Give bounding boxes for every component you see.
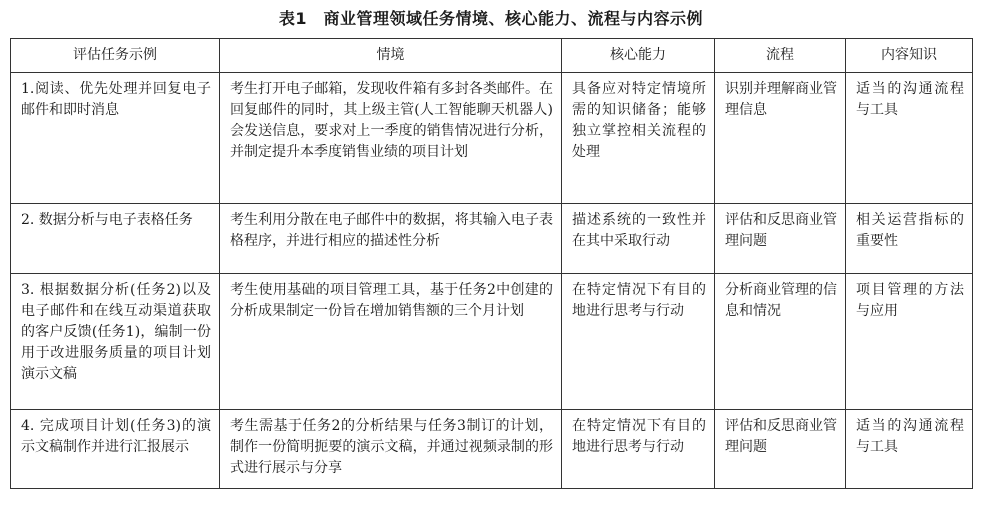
cell-situation: 考生需基于任务2的分析结果与任务3制订的计划，制作一份简明扼要的演示文稿，并通过视频录制的形式进行展示与分享 xyxy=(220,410,562,489)
cell-knowledge: 适当的沟通流程与工具 xyxy=(846,410,973,489)
task-table xyxy=(10,38,973,489)
table-row xyxy=(11,274,973,410)
cell-task: 2. 数据分析与电子表格任务 xyxy=(11,204,220,274)
cell-situation: 考生使用基础的项目管理工具，基于任务2中创建的分析成果制定一份旨在增加销售额的三个月计划 xyxy=(220,274,562,410)
header-task: 评估任务示例 xyxy=(11,39,220,73)
table-row xyxy=(11,204,973,274)
table-row xyxy=(11,73,973,204)
cell-process: 识别并理解商业管理信息 xyxy=(715,73,846,204)
table-row xyxy=(11,410,973,489)
cell-process: 评估和反思商业管理问题 xyxy=(715,410,846,489)
cell-process: 评估和反思商业管理问题 xyxy=(715,204,846,274)
cell-situation: 考生利用分散在电子邮件中的数据，将其输入电子表格程序，并进行相应的描述性分析 xyxy=(220,204,562,274)
header-row xyxy=(11,39,973,73)
cell-knowledge: 项目管理的方法与应用 xyxy=(846,274,973,410)
header-knowledge: 内容知识 xyxy=(846,39,973,73)
header-situation: 情境 xyxy=(220,39,562,73)
cell-ability: 描述系统的一致性并在其中采取行动 xyxy=(562,204,715,274)
cell-knowledge: 相关运营指标的重要性 xyxy=(846,204,973,274)
cell-ability: 在特定情况下有目的地进行思考与行动 xyxy=(562,410,715,489)
cell-task: 1.阅读、优先处理并回复电子邮件和即时消息 xyxy=(11,73,220,204)
header-process: 流程 xyxy=(715,39,846,73)
cell-ability: 在特定情况下有目的地进行思考与行动 xyxy=(562,274,715,410)
header-ability: 核心能力 xyxy=(562,39,715,73)
cell-knowledge: 适当的沟通流程与工具 xyxy=(846,73,973,204)
cell-task: 3. 根据数据分析(任务2)以及电子邮件和在线互动渠道获取的客户反馈(任务1)，编制一份用于改进服务质量的项目计划演示文稿 xyxy=(11,274,220,410)
cell-ability: 具备应对特定情境所需的知识储备；能够独立掌控相关流程的处理 xyxy=(562,73,715,204)
cell-task: 4. 完成项目计划(任务3)的演示文稿制作并进行汇报展示 xyxy=(11,410,220,489)
table-caption: 表1 商业管理领域任务情境、核心能力、流程与内容示例 xyxy=(278,9,704,28)
cell-process: 分析商业管理的信息和情况 xyxy=(715,274,846,410)
cell-situation: 考生打开电子邮箱，发现收件箱有多封各类邮件。在回复邮件的同时，其上级主管(人工智能聊天机器人)会发送信息，要求对上一季度的销售情况进行分析，并制定提升本季度销售业绩的项目计划 xyxy=(220,73,562,204)
